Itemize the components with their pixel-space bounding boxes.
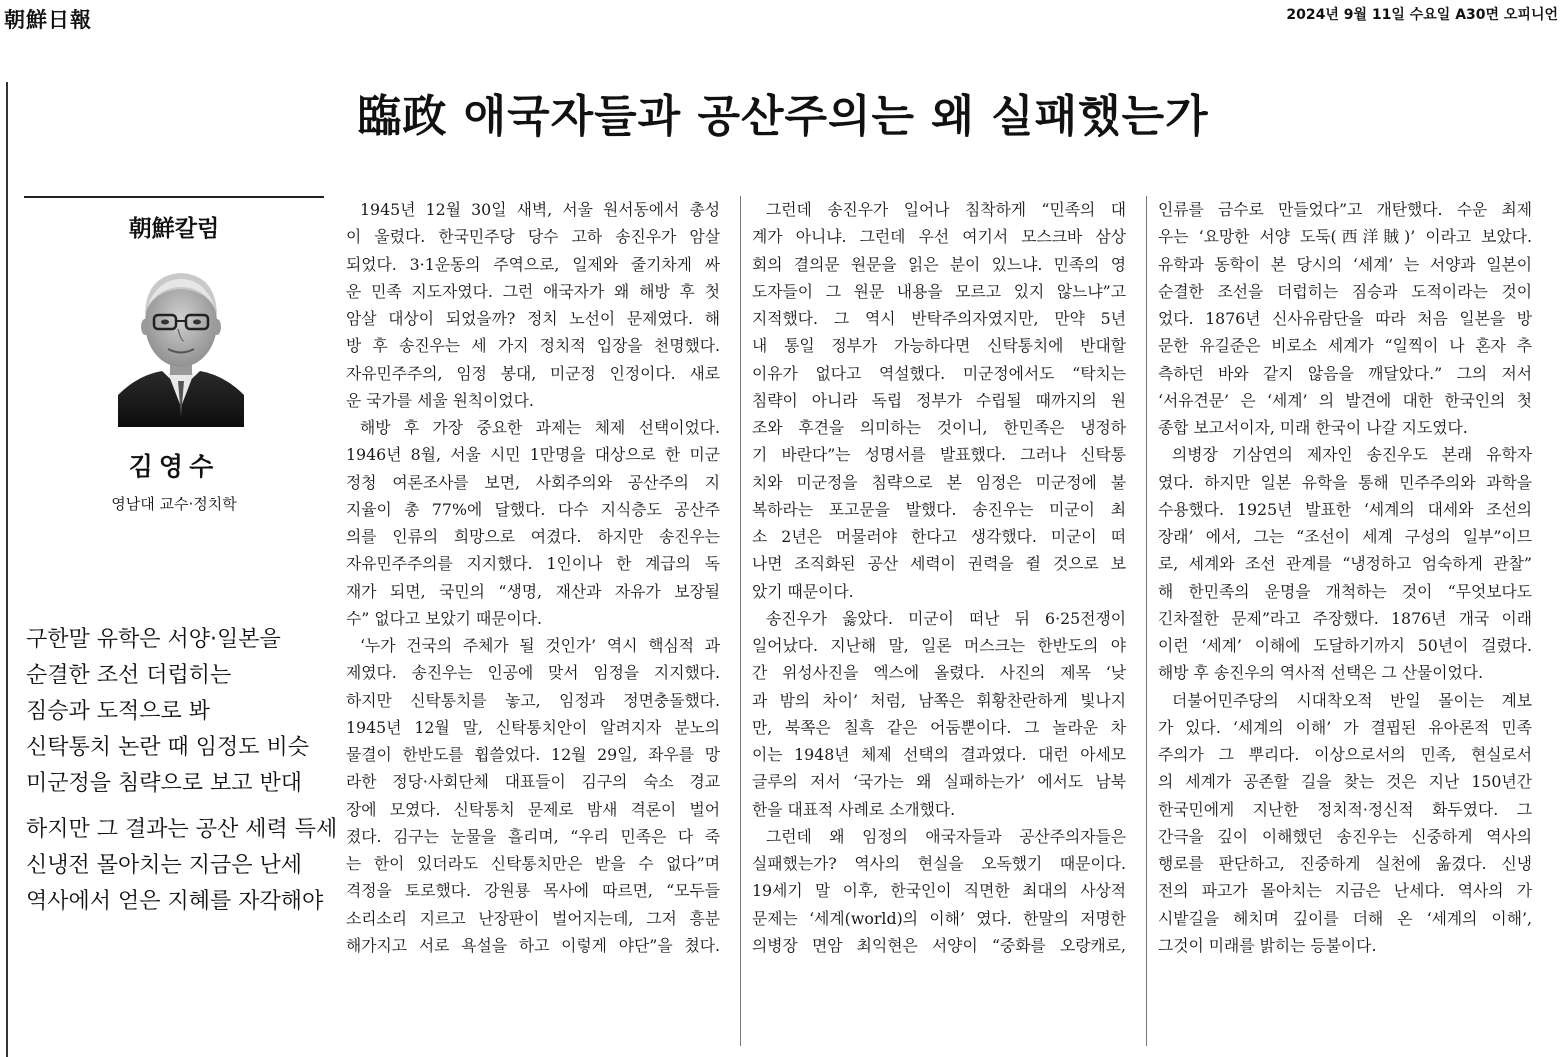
body-text-line: 그런데 왜 임정의 애국자들과 공산주의자들은 — [766, 826, 1126, 846]
body-text-line: 나면 조직화된 공산 세력이 권력을 쥘 것으로 보 — [752, 554, 1126, 574]
headline: 臨政 애국자들과 공산주의는 왜 실패했는가 — [357, 91, 1209, 142]
article-column-1 — [346, 196, 720, 1054]
body-text-line: 종합 보고서이자, 미래 한국이 나갈 지도였다. — [1158, 418, 1468, 437]
body-text-line: ‘누가 건국의 주체가 될 것인가’ 역시 핵심적 과 — [360, 636, 720, 655]
body-text-line: 방 후 송진우는 세 가지 정치적 입장을 천명했다. — [346, 336, 720, 356]
body-text-line: 운 국가를 세울 원칙이었다. — [346, 390, 534, 410]
body-text-line: 었다. 1876년 신사유람단을 따라 처음 일본을 방 — [1158, 309, 1532, 328]
body-text-line: 측하던 바와 같지 않음을 깨달았다.” 그의 저서 — [1158, 363, 1532, 383]
column-divider — [1146, 196, 1147, 1046]
body-text-line: 이런 ‘세계’ 이해에 도달하기까지 50년이 걸렸다. — [1158, 636, 1532, 655]
body-text-line: 19세기 말 이후, 한국인이 직면한 최대의 사상적 — [752, 881, 1126, 901]
body-text-line: 운 민족 지도자였다. 그런 애국자가 왜 해방 후 첫 — [346, 281, 720, 301]
body-text-line: 해방 후 송진우의 역사적 선택은 그 산물이었다. — [1158, 663, 1484, 683]
body-text-line: 글루의 저서 ‘국가는 왜 실패하는가’ 에서도 남북 — [752, 772, 1126, 792]
subhead-line: 하지만 그 결과는 공산 세력 득세 — [26, 817, 338, 842]
body-text-line: 격정을 토로했다. 강원룡 목사에 따르면, “모두들 — [346, 881, 720, 901]
body-text-line: 만, 북쪽은 칠흑 같은 어둠뿐이다. 그 놀라운 차 — [752, 717, 1126, 737]
author-title: 영남대 교수·정치학 — [111, 495, 237, 513]
body-text-line: 소리소리 지르고 난장판이 벌어지는데, 그저 흥분 — [346, 908, 720, 928]
masthead — [0, 0, 1566, 32]
body-text-line: ‘서유견문’ 은 ‘세계’ 의 발견에 대한 한국인의 첫 — [1158, 390, 1532, 410]
body-text-line: 송진우가 옳았다. 미군이 떠난 뒤 6·25전쟁이 — [766, 608, 1126, 628]
body-text-line: 한을 대표적 사례로 소개했다. — [752, 799, 956, 819]
body-text-line: 주의가 그 뿌리다. 이상으로서의 민족, 현실로서 — [1158, 745, 1532, 764]
body-text-line: 지적했다. 그 역시 반탁주의자였지만, 만약 5년 — [752, 309, 1126, 328]
body-text-line: 간 위성사진을 엑스에 올렸다. 사진의 제목 ‘낮 — [752, 663, 1126, 683]
body-text-line: 였다. 하지만 일본 유학을 통해 민주주의와 과학을 — [1158, 472, 1532, 492]
body-text-line: 1946년 8월, 서울 시민 1만명을 대상으로 한 미군 — [346, 445, 720, 465]
body-text-line: 의 세계가 공존할 길을 찾는 것은 지난 150년간 — [1158, 772, 1532, 792]
body-text-line: 는 한이 있더라도 신탁통치만은 받을 수 없다”며 — [346, 854, 720, 873]
subhead-group — [26, 622, 336, 802]
body-text-line: 제였다. 송진우는 인공에 맞서 임정을 지지했다. — [346, 663, 720, 683]
body-text-line: 해방 후 가장 중요한 과제는 체제 선택이었다. — [360, 418, 720, 437]
body-text-line: 침략이 아니라 독립 정부가 수립될 때까지의 원 — [752, 390, 1126, 410]
subhead-line: 역사에서 얻은 지혜를 자각해야 — [26, 889, 324, 914]
subhead-line: 순결한 조선 더럽히는 — [26, 663, 232, 688]
subheads — [26, 622, 336, 930]
author-photo — [118, 257, 244, 427]
columnist-sidebar — [24, 196, 324, 514]
article-column-2 — [752, 196, 1126, 1054]
subhead-line: 짐승과 도적으로 봐 — [26, 699, 211, 724]
body-text-line: 소 2년은 머물러야 한다고 생각했다. 미군이 떠 — [752, 527, 1126, 546]
body-text-line: 았기 때문이다. — [752, 581, 854, 601]
body-text-line: 지율이 총 77%에 달했다. 다수 지식층도 공산주 — [346, 499, 720, 519]
sidebar-top-rule — [24, 196, 324, 198]
body-text-line: 내 통일 정부가 가능하다면 신탁통치에 반대할 — [752, 336, 1126, 356]
body-text-line: 문제는 ‘세계(world)의 이해’ 였다. 한말의 저명한 — [752, 908, 1126, 928]
body-text-line: 장에 모였다. 신탁통치 문제로 밤새 격론이 벌어 — [346, 799, 720, 819]
body-text-line: 물결이 한반도를 휩쓸었다. 12월 29일, 좌우를 망 — [346, 745, 720, 764]
body-text-line: 하지만 신탁통치를 놓고, 임정과 정면충돌했다. — [346, 690, 720, 710]
body-text-line: 라한 정당·사회단체 대표들이 김구의 숙소 경교 — [346, 772, 720, 792]
body-text-line: 1945년 12월 말, 신탁통치안이 알려지자 분노의 — [346, 717, 720, 737]
body-text-line: 암살 대상이 되었을까? 정치 노선이 문제였다. 해 — [346, 309, 720, 328]
body-text-line: 1945년 12월 30일 새벽, 서울 원서동에서 총성 — [360, 200, 720, 219]
subhead-line: 신냉전 몰아치는 지금은 난세 — [26, 853, 303, 878]
left-margin-rule — [6, 82, 8, 1057]
body-text-line: 문한 유길준은 비로소 세계가 “일찍이 나 혼자 추 — [1158, 336, 1532, 356]
body-text-line: 로, 세계와 조선 관계를 “냉정하고 엄숙하게 관찰” — [1158, 554, 1532, 574]
body-text-line: 이는 1948년 체제 선택의 결과였다. 대런 아세모 — [752, 745, 1126, 764]
body-text-line: 그런데 송진우가 일어나 침착하게 “민족의 대 — [766, 200, 1126, 219]
body-text-line: 의병장 면암 최익현은 서양이 “중화를 오랑캐로, — [752, 935, 1126, 955]
body-text-line: 계가 아니냐. 그런데 우선 여기서 모스크바 삼상 — [752, 227, 1126, 247]
body-text-line: 전의 파고가 몰아치는 지금은 난세다. 역사의 가 — [1158, 881, 1532, 901]
body-text-line: 해 한민족의 운명을 개척하는 것이 “무엇보다도 — [1158, 581, 1532, 601]
subhead-line: 신탁통치 논란 때 임정도 비슷 — [26, 735, 309, 760]
body-text-line: 행로를 판단하고, 진중하게 실천에 옮겼다. 신냉 — [1158, 854, 1532, 873]
newspaper-logo: 朝鮮日報 — [4, 7, 92, 32]
body-text-line: 긴차절한 문제”라고 주장했다. 1876년 개국 이래 — [1158, 608, 1532, 628]
author-photo-image — [118, 257, 244, 427]
body-text-line: 수” 없다고 보았기 때문이다. — [346, 608, 543, 628]
body-text-line: 더불어민주당의 시대착오적 반일 몰이는 계보 — [1172, 690, 1532, 710]
body-text-line: 되었다. 3·1운동의 주역으로, 일제와 줄기차게 싸 — [346, 254, 720, 274]
body-text-line: 우는 ‘요망한 서양 도둑(西洋賊)’ 이라고 보았다. — [1158, 227, 1532, 247]
body-text-line: 해가지고 서로 욕설을 하고 이렇게 야단”을 쳤다. — [346, 935, 720, 955]
article-column-3 — [1158, 196, 1532, 1054]
body-text-line: 일어났다. 지난해 말, 일론 머스크는 한반도의 야 — [752, 636, 1126, 655]
body-text-line: 장래’ 에서, 그는 “조선이 세계 구성의 일부”이므 — [1158, 527, 1532, 546]
body-text-line: 도자들이 그 원문 내용을 모르고 있지 않느냐”고 — [752, 281, 1126, 301]
subhead-group — [26, 812, 336, 920]
dateline: 2024년 9월 11일 수요일 A30면 오피니언 — [1286, 7, 1558, 23]
body-text-line: 한국민에게 지난한 정치적·정신적 화두였다. 그 — [1158, 799, 1532, 819]
body-text-line: 졌다. 김구는 눈물을 흘리며, “우리 민족은 다 죽 — [346, 826, 720, 846]
body-text-line: 가 있다. ‘세계의 이해’ 가 결핍된 유아론적 민족 — [1158, 717, 1532, 737]
body-text-line: 자유민주주의를 지지했다. 1인이나 한 계급의 독 — [346, 554, 720, 574]
body-text-line: 조와 후견을 의미하는 것이니, 한민족은 냉정하 — [752, 418, 1126, 437]
body-text-line: 복하라는 포고문을 발했다. 송진우는 미군이 최 — [752, 499, 1126, 519]
body-text-line: 정청 여론조사를 보면, 사회주의와 공산주의 지 — [346, 472, 720, 492]
body-text-line: 재가 되면, 국민의 “생명, 재산과 자유가 보장될 — [346, 581, 720, 601]
author-name: 김영수 — [128, 452, 220, 481]
body-text-line: 수용했다. 1925년 발표한 ‘세계의 대세와 조선의 — [1158, 499, 1532, 519]
body-text-line: 유학과 동학이 본 당시의 ‘세계’ 는 서양과 일본이 — [1158, 254, 1532, 274]
subhead-line: 미군정을 침략으로 보고 반대 — [26, 771, 303, 796]
body-text-line: 시밭길을 헤치며 깊이를 더해 온 ‘세계의 이해’, — [1158, 908, 1532, 928]
body-text-line: 간극을 깊이 이해했던 송진우는 신중하게 역사의 — [1158, 826, 1532, 846]
body-text-line: 의병장 기삼연의 제자인 송진우도 본래 유학자 — [1172, 445, 1532, 465]
column-name: 朝鮮칼럼 — [128, 216, 220, 242]
body-text-line: 실패했는가? 역사의 현실을 오독했기 때문이다. — [752, 854, 1126, 873]
body-text-line: 순결한 조선을 더럽히는 짐승과 도적이라는 것이 — [1158, 281, 1532, 301]
body-text-line: 자유민주주의, 임정 봉대, 미군정 인정이다. 새로 — [346, 363, 720, 383]
body-text-line: 이유가 없다고 역설했다. 미군정에서도 “탁치는 — [752, 363, 1126, 383]
body-text-line: 회의 결의문 원문을 읽은 분이 있느냐. 민족의 영 — [752, 254, 1126, 274]
column-divider — [740, 196, 741, 1046]
subhead-line: 구한말 유학은 서양·일본을 — [26, 627, 281, 652]
body-text-line: 기 바란다”는 성명서를 발표했다. 그러나 신탁통 — [752, 445, 1126, 465]
body-text-line: 이 울렸다. 한국민주당 당수 고하 송진우가 암살 — [346, 227, 720, 247]
body-text-line: 의를 인류의 희망으로 여겼다. 하지만 송진우는 — [346, 527, 720, 546]
body-text-line: 인류를 금수로 만들었다”고 개탄했다. 수운 최제 — [1158, 200, 1532, 219]
body-text-line: 그것이 미래를 밝히는 등불이다. — [1158, 935, 1377, 955]
body-text-line: 치와 미군정을 침략으로 본 임정은 미군정에 불 — [752, 472, 1126, 492]
body-text-line: 과 밤의 차이’ 처럼, 남쪽은 휘황찬란하게 빛나지 — [752, 690, 1126, 710]
